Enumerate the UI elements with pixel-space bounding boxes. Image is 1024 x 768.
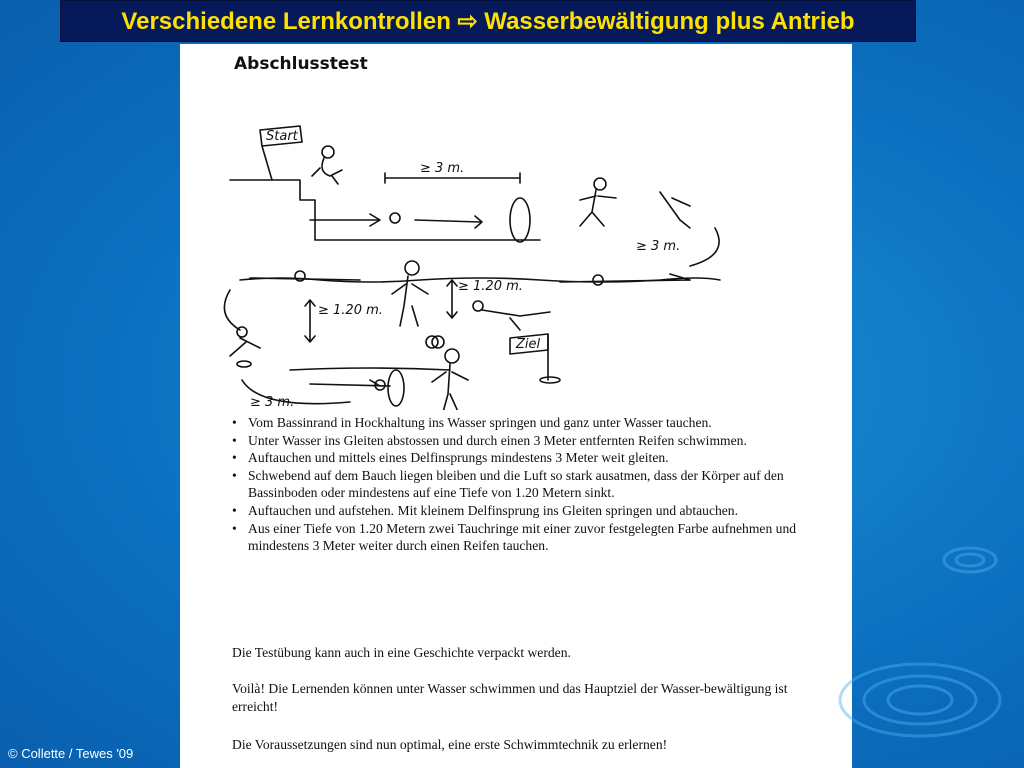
diving-swimmer <box>560 274 690 285</box>
ring-diver <box>230 327 260 367</box>
pool-edge <box>230 180 540 240</box>
dolphin-jumper <box>580 178 690 228</box>
distance-top-label: ≥ 3 m. <box>420 161 465 176</box>
list-item: • Auftauchen und mittels eines Delfinsprungs mindestens 3 Meter weit gleiten. <box>226 449 826 467</box>
next-step-note: Die Voraussetzungen sind nun optimal, eine erste Schwimmtechnik zu erlernen! <box>232 737 668 752</box>
slide-title-bar <box>60 0 916 42</box>
jumper-figure <box>312 146 342 184</box>
copyright-notice: © Collette / Tewes '09 <box>8 746 134 761</box>
list-item: • Aus einer Tiefe von 1.20 Metern zwei Tauchringe mit einer zuvor festgelegten Farbe aufnehmen und mindestens 3 Meter weiter durch einen Reifen tauchen. <box>226 520 826 555</box>
goal-label: Ziel <box>516 337 541 352</box>
standing-child <box>392 261 428 326</box>
distance-right-label: ≥ 3 m. <box>636 239 681 254</box>
depth-arrow-mid <box>447 280 457 318</box>
sinking-swimmer <box>473 301 550 330</box>
goal-reached-note: Voilà! Die Lernenden können unter Wasser schwimmen und das Hauptziel der Wasser-bewältigung ist erreicht! <box>232 681 788 714</box>
start-label: Start <box>266 129 298 144</box>
hoop-top <box>510 198 530 242</box>
worksheet <box>180 44 852 768</box>
floating-swimmer <box>250 271 360 281</box>
glide-swimmer <box>310 213 482 228</box>
swim-test-illustration <box>220 80 780 410</box>
distance-bottom-label: ≥ 3 m. <box>250 395 295 410</box>
child-with-rings <box>426 336 468 410</box>
list-item: • Unter Wasser ins Gleiten abstossen und durch einen 3 Meter entfernten Reifen schwimmen. <box>226 432 826 450</box>
worksheet-heading: Abschlusstest <box>234 54 368 74</box>
water-line-bottom <box>290 368 450 370</box>
list-item: • Auftauchen und aufstehen. Mit kleinem Delfinsprung ins Gleiten springen und abtauchen. <box>226 502 826 520</box>
list-item: • Schwebend auf dem Bauch liegen bleiben und die Luft so stark ausatmen, dass der Körper auf den Bassinboden oder mindestens auf eine Tiefe von 1.20 Metern sinkt. <box>226 467 826 502</box>
curve-left <box>224 290 240 330</box>
depth-left-label: ≥ 1.20 m. <box>318 303 383 318</box>
goal-flag <box>510 334 560 383</box>
water-ripple-decoration <box>820 520 1020 760</box>
depth-mid-label: ≥ 1.20 m. <box>458 279 523 294</box>
list-item: • Vom Bassinrand in Hockhaltung ins Wasser springen und ganz unter Wasser tauchen. <box>226 414 826 432</box>
curve-right <box>690 228 719 266</box>
slide-title: Verschiedene Lernkontrollen ⇨ Wasserbewältigung plus Antrieb <box>121 7 855 35</box>
depth-arrow-left <box>305 300 315 342</box>
story-note: Die Testübung kann auch in eine Geschichte verpackt werden. <box>232 645 571 660</box>
bottom-swimmer <box>310 370 404 406</box>
start-sign <box>260 126 302 180</box>
instruction-list <box>226 414 826 555</box>
